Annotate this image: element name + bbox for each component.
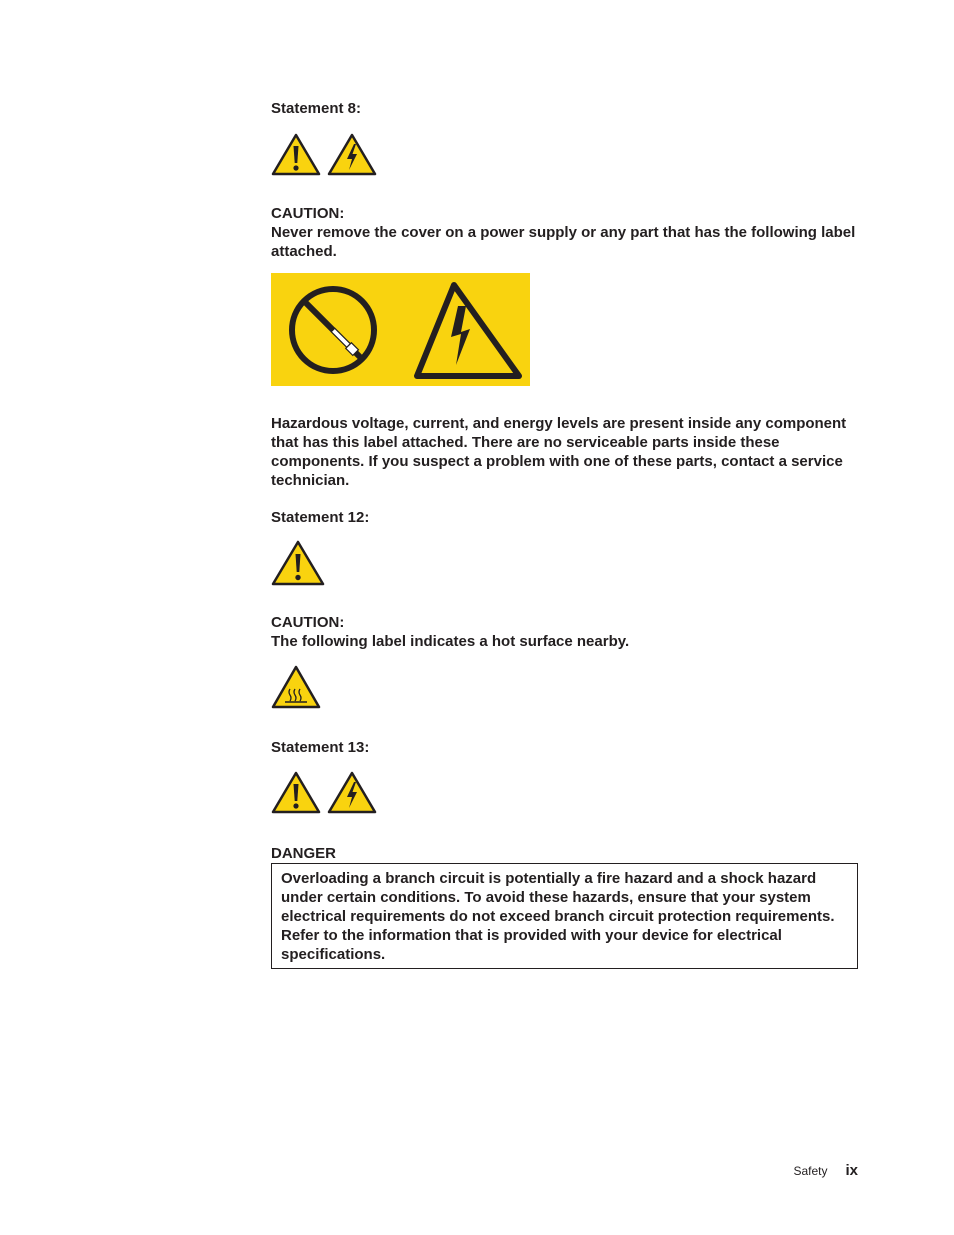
footer-section: Safety [793, 1164, 828, 1178]
danger-box [271, 863, 858, 969]
statement-8-caution-text: Never remove the cover on a power supply or any part that has the following label attached. [271, 224, 856, 260]
caution-triangle-icon [271, 133, 321, 176]
statement-8-caution-label: CAUTION: [271, 205, 345, 222]
statement-12-label-icons [271, 665, 321, 709]
hazard-label-panel [271, 273, 530, 386]
statement-8-hazard-text: Hazardous voltage, current, and energy levels are present inside any component that has this label attached. There are no serviceable parts inside these components. If you suspect a problem with one of these parts, contact a service technician. [271, 415, 847, 489]
statement-13-heading: Statement 13: [271, 739, 370, 756]
statement-8-icons [271, 133, 377, 176]
page-footer [793, 1162, 858, 1179]
statement-12-heading: Statement 12: [271, 509, 370, 526]
danger-text: Overloading a branch circuit is potentially a fire hazard and a shock hazard under certain conditions. To avoid these hazards, ensure that your system electrical requirements do not exceed branch circuit protection requirements. Refer to the information that is provided with your device for electrical specifications. [281, 870, 835, 963]
danger-label: DANGER [271, 845, 337, 862]
statement-12-caution-label: CAUTION: [271, 614, 345, 631]
page-number: ix [845, 1162, 858, 1179]
caution-triangle-icon [271, 540, 325, 586]
statement-12-caution-text: The following label indicates a hot surface nearby. [271, 633, 630, 650]
statement-8-heading: Statement 8: [271, 100, 362, 117]
no-tool-icon [292, 289, 374, 371]
caution-triangle-icon [271, 771, 321, 814]
hot-surface-icon [271, 665, 321, 709]
statement-12-icons [271, 540, 325, 586]
high-voltage-icon [417, 285, 519, 376]
electrical-hazard-icon [327, 771, 377, 814]
electrical-hazard-icon [327, 133, 377, 176]
statement-13-icons [271, 771, 377, 814]
